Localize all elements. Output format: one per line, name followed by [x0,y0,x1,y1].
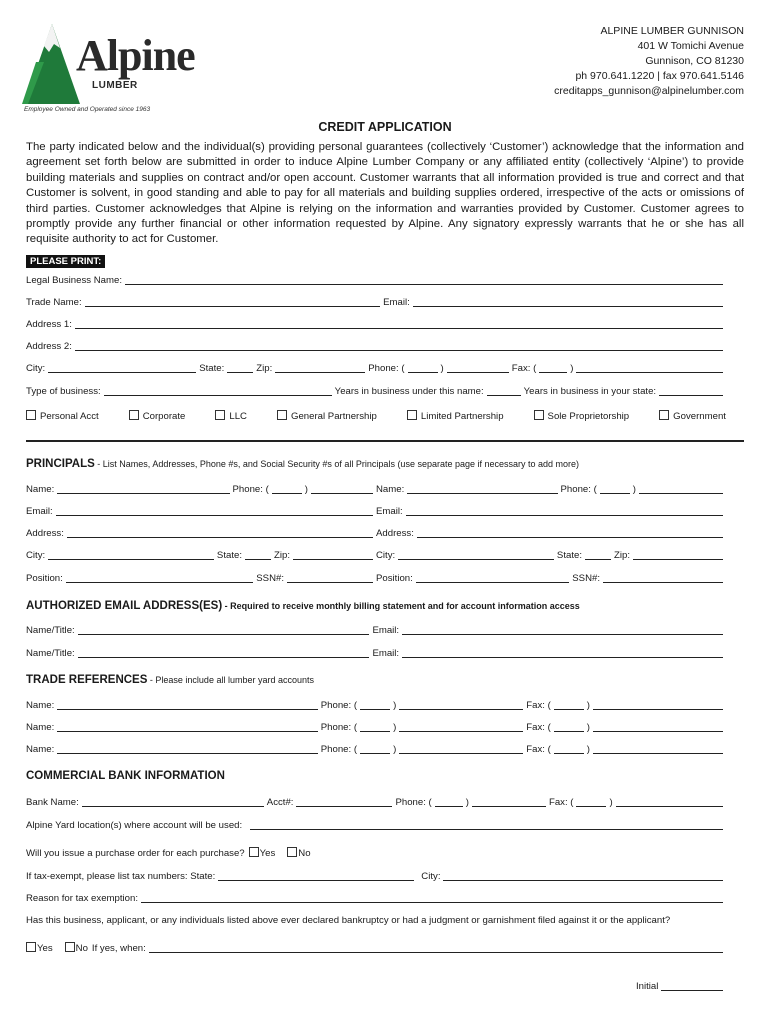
principal1-phone-area-field[interactable] [272,483,302,494]
trade-ref3-phone-field[interactable] [399,743,523,754]
business-state-field[interactable] [227,362,253,373]
trade-ref-row-2: Name: Phone: ( ) Fax: ( ) [26,719,726,733]
trade-ref-row-3: Name: Phone: ( ) Fax: ( ) [26,741,726,755]
trade-ref-row-1: Name: Phone: ( ) Fax: ( ) [26,697,726,711]
checkbox-icon[interactable] [129,410,139,420]
tax-city-field[interactable] [443,870,723,881]
principal2-ssn-field[interactable] [603,572,723,583]
bank-phone-field[interactable] [472,796,546,807]
trade-ref1-fax-field[interactable] [593,699,723,710]
trade-ref2-phone-field[interactable] [399,721,523,732]
yard-location-row: Alpine Yard location(s) where account will be used: [26,817,726,831]
form-title: CREDIT APPLICATION [318,120,452,134]
address2-row: Address 2: [26,338,726,352]
checkbox-icon[interactable] [65,942,75,952]
tax-exempt-row: If tax-exempt, please list tax numbers: State: City: [26,868,726,882]
purchase-order-row: Will you issue a purchase order for each purchase? Yes No [26,848,311,859]
bank-acct-field[interactable] [296,796,392,807]
principal1-address-field[interactable] [67,527,373,538]
intro-paragraph: The party indicated below and the individual(s) providing personal guarantees (collectively ‘Customer’) acknowledge that the information and agreement set forth below are submitted in order to induce Alpine Lumber Company or any affiliated entity (collectively ‘Alpine’) to provide building materials and supplies on contract and/or open account. Customer warrants that all information provided is true and correct and that Customer is solvent, in good standing and able to pay for all materials and building supplies ordered, irrespective of the acts or omissions of third parties. Customer acknowledges that Alpine is relying on the information and warranties provided by Customer. Customer agrees to promptly provide any further financial or other information requested by Alpine. Any signatory expressly warrants that he or she has all requisite authority to act for Customer. [26,141,744,246]
business-phone-field[interactable] [447,362,509,373]
business-fax-field[interactable] [576,362,723,373]
principal2-email-field[interactable] [406,505,723,516]
principal-city-row: City: State: Zip: City: State: Zip: [26,547,726,561]
checkbox-icon[interactable] [534,410,544,420]
principal1-city-field[interactable] [48,549,214,560]
trade-ref1-name-field[interactable] [57,699,318,710]
trade-ref1-phone-field[interactable] [399,699,523,710]
checkbox-icon[interactable] [249,847,259,857]
yard-location-field[interactable] [250,819,723,830]
entity-type-checkboxes [26,410,726,422]
checkbox-icon[interactable] [26,942,36,952]
checkbox-icon[interactable] [407,410,417,420]
business-type-field[interactable] [104,385,332,396]
trade-ref2-fax-field[interactable] [593,721,723,732]
principal2-address-field[interactable] [417,527,723,538]
principals-heading: PRINCIPALS - List Names, Addresses, Phone #s, and Social Security #s of all Principals (use separate page if necessary to add more) [26,458,580,470]
legal-business-name-field[interactable] [125,274,723,285]
checkbox-corporate[interactable]: Corporate [129,410,186,422]
principal-email-row: Email: Email: [26,503,726,517]
principal1-phone-field[interactable] [311,483,373,494]
checkbox-limited-partnership[interactable]: Limited Partnership [407,410,504,422]
checkbox-general-partnership[interactable]: General Partnership [277,410,377,422]
trade-ref3-fax-area-field[interactable] [554,743,584,754]
trade-ref3-name-field[interactable] [57,743,318,754]
checkbox-icon[interactable] [287,847,297,857]
section-divider [26,440,744,442]
principal1-name-field[interactable] [57,483,229,494]
trade-name-field[interactable] [85,296,380,307]
logo-tagline: Employee Owned and Operated since 1963 [24,106,151,113]
company-name: ALPINE LUMBER GUNNISON [600,25,744,37]
bankruptcy-no-checkbox[interactable]: No [65,942,88,954]
principal2-state-field[interactable] [585,549,611,560]
checkbox-icon[interactable] [215,410,225,420]
trade-ref1-phone-area-field[interactable] [360,699,390,710]
principal2-name-field[interactable] [407,483,557,494]
business-fax-area-field[interactable] [539,362,567,373]
phone-fax: ph 970.641.1220 | fax 970.641.5146 [575,70,744,82]
logo-lumber-text: LUMBER [92,80,138,91]
contact-email: creditapps_gunnison@alpinelumber.com [554,85,744,97]
principal1-zip-field[interactable] [293,549,373,560]
trade-ref2-fax-area-field[interactable] [554,721,584,732]
address2-field[interactable] [75,340,723,351]
principal1-state-field[interactable] [245,549,271,560]
checkbox-sole-proprietorship[interactable]: Sole Proprietorship [534,410,630,422]
trade-ref3-fax-field[interactable] [593,743,723,754]
principal2-zip-field[interactable] [633,549,723,560]
authorized1-name-field[interactable] [78,624,370,635]
business-city-field[interactable] [48,362,196,373]
address1-field[interactable] [75,318,723,329]
address1-row: Address 1: [26,316,726,330]
business-zip-field[interactable] [275,362,365,373]
legal-business-name-row: Legal Business Name: [26,272,726,286]
checkbox-personal-acct[interactable]: Personal Acct [26,410,99,422]
mountain-logo-icon [22,22,82,104]
business-email-field[interactable] [413,296,723,307]
authorized-row-1: Name/Title: Email: [26,622,726,636]
tax-reason-row: Reason for tax exemption: [26,890,726,904]
trade-ref3-phone-area-field[interactable] [360,743,390,754]
authorized1-email-field[interactable] [402,624,723,635]
please-print-label: PLEASE PRINT: [26,255,105,268]
principal2-phone-area-field[interactable] [600,483,630,494]
checkbox-icon[interactable] [659,410,669,420]
bank-name-field[interactable] [82,796,264,807]
authorized2-name-field[interactable] [78,647,370,658]
checkbox-government[interactable]: Government [659,410,726,422]
principal1-ssn-field[interactable] [287,572,373,583]
checkbox-icon[interactable] [277,410,287,420]
initial-field[interactable] [661,980,723,991]
trade-ref1-fax-area-field[interactable] [554,699,584,710]
tax-state-field[interactable] [218,870,414,881]
business-type-row: Type of business: Years in business under this name: Years in business in your state: [26,383,726,397]
years-under-name-field[interactable] [487,385,521,396]
principal1-position-field[interactable] [66,572,253,583]
bankruptcy-yes-checkbox[interactable]: Yes [26,942,53,954]
checkbox-llc[interactable]: LLC [215,410,247,422]
business-phone-area-field[interactable] [408,362,438,373]
trade-ref2-phone-area-field[interactable] [360,721,390,732]
bankruptcy-question-row: Has this business, applicant, or any individuals listed above ever declared bankruptcy or had a judgment or garnishment filed against it or the applicant? [26,915,671,926]
principal-address-row: Address: Address: [26,525,726,539]
bankruptcy-answer-row: Yes No If yes, when: [26,940,726,954]
checkbox-icon[interactable] [26,410,36,420]
bank-phone-area-field[interactable] [435,796,463,807]
bank-fax-field[interactable] [616,796,723,807]
bank-info-heading: COMMERCIAL BANK INFORMATION [26,770,225,782]
street-address: 401 W Tomichi Avenue [637,40,744,52]
principal1-email-field[interactable] [56,505,373,516]
authorized2-email-field[interactable] [402,647,723,658]
tax-reason-field[interactable] [141,892,723,903]
alpine-lumber-logo [22,22,195,117]
principal2-position-field[interactable] [416,572,569,583]
trade-references-heading: TRADE REFERENCES - Please include all lumber yard accounts [26,674,314,686]
principal2-city-field[interactable] [398,549,554,560]
years-in-state-field[interactable] [659,385,723,396]
bank-row: Bank Name: Acct#: Phone: ( ) Fax: ( ) [26,794,726,808]
principal-position-row: Position: SSN#: Position: SSN#: [26,570,726,584]
logo-wordmark: Alpine [76,31,195,80]
company-address-block [554,24,744,99]
po-yes-checkbox[interactable]: Yes [249,847,276,859]
po-no-checkbox[interactable]: No [287,847,310,859]
bankruptcy-when-field[interactable] [149,942,723,953]
initial-row: Initial [636,978,726,992]
authorized-row-2: Name/Title: Email: [26,645,726,659]
city-state-zip-row: City: State: Zip: Phone: ( ) Fax: ( ) [26,360,726,374]
principal2-phone-field[interactable] [639,483,723,494]
principal-name-row: Name: Phone: ( ) Name: Phone: ( ) [26,481,726,495]
trade-ref2-name-field[interactable] [57,721,318,732]
trade-name-row: Trade Name: Email: [26,294,726,308]
city-state-zip: Gunnison, CO 81230 [645,55,744,67]
bank-fax-area-field[interactable] [576,796,606,807]
authorized-email-heading: AUTHORIZED EMAIL ADDRESS(ES) - Required to receive monthly billing statement and for account information access [26,600,580,612]
